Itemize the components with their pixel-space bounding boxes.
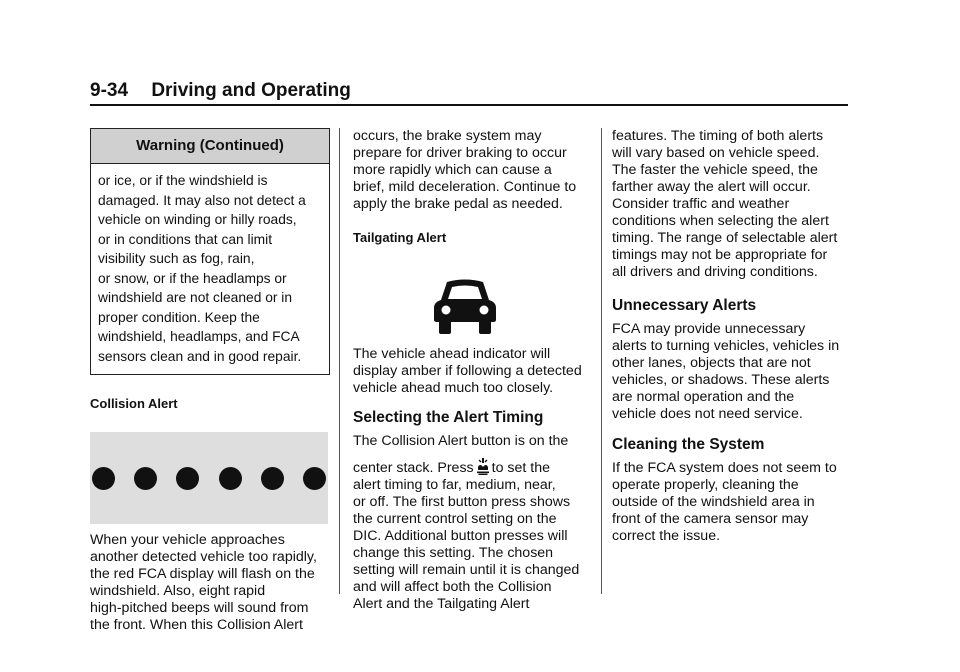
column-3 (612, 128, 857, 545)
body-line: vehicle ahead much too closely. (353, 380, 554, 396)
body-text: to set the (491, 460, 551, 476)
body-line: Consider traffic and weather (612, 196, 790, 212)
body-line: vehicles, or shadows. These alerts (612, 372, 830, 388)
body-line: The Collision Alert button is on the (353, 433, 569, 449)
body-line: The vehicle ahead indicator will (353, 346, 551, 362)
body-line: occurs, the brake system may (353, 128, 542, 144)
body-line: the red FCA display will flash on the (90, 566, 315, 582)
warning-line: or in conditions that can limit (98, 231, 273, 247)
column-divider-2 (601, 128, 602, 594)
body-line: and will affect both the Collision (353, 579, 552, 595)
column-divider-1 (339, 128, 340, 594)
body-line: DIC. Additional button presses will (353, 528, 568, 544)
body-line: alerts to turning vehicles, vehicles in (612, 338, 840, 354)
timing-continued-text (612, 128, 857, 281)
warning-line: or ice, or if the windshield is (98, 173, 268, 188)
collision-alert-text (90, 532, 330, 634)
body-text: center stack. Press (353, 460, 474, 476)
chapter-title: Driving and Operating (151, 80, 351, 101)
body-line: Alert and the Tailgating Alert (353, 596, 530, 612)
unnecessary-alerts-text (612, 321, 857, 423)
vehicle-ahead-icon (433, 276, 497, 336)
body-line: When your vehicle approaches (90, 532, 285, 548)
collision-alert-timing-icon (475, 457, 491, 475)
collision-alert-heading: Collision Alert (90, 396, 178, 411)
warning-line: proper condition. Keep the (98, 309, 260, 325)
body-line: FCA may provide unnecessary (612, 321, 806, 337)
body-line: change this setting. The chosen (353, 545, 554, 561)
warning-title: Warning (Continued) (91, 129, 329, 164)
body-line: other lanes, objects that are not (612, 355, 811, 371)
alert-light-dot (176, 467, 199, 490)
body-line: features. The timing of both alerts (612, 128, 824, 144)
alert-light-dot (134, 467, 157, 490)
unnecessary-alerts-heading: Unnecessary Alerts (612, 297, 757, 314)
body-line: more rapidly which can cause a (353, 162, 552, 178)
body-line: alert timing to far, medium, near, (353, 477, 556, 493)
column-2 (353, 128, 598, 613)
body-line: correct the issue. (612, 528, 721, 544)
vehicle-ahead-text (353, 346, 598, 397)
page-header (90, 80, 351, 102)
body-line: timing. The range of selectable alert (612, 230, 838, 246)
alert-light-dot (261, 467, 284, 490)
warning-line: vehicle on winding or hilly roads, (98, 212, 297, 227)
brake-text (353, 128, 598, 213)
tailgating-alert-heading: Tailgating Alert (353, 230, 447, 245)
body-line: farther away the alert will occur. (612, 179, 811, 195)
alert-timing-heading: Selecting the Alert Timing (353, 409, 544, 426)
body-line: high-pitched beeps will sound from (90, 600, 309, 616)
alert-light-dot (303, 467, 326, 490)
body-line: The faster the vehicle speed, the (612, 162, 818, 178)
alert-light-dot (219, 467, 242, 490)
body-line: timings may not be appropriate for (612, 247, 828, 263)
page-number: 9-34 (90, 80, 129, 101)
body-line: are normal operation and the (612, 389, 795, 405)
body-line: the front. When this Collision Alert (90, 617, 303, 633)
body-line: operate properly, cleaning the (612, 477, 799, 493)
body-line: vehicle does not need service. (612, 406, 803, 422)
header-rule (90, 104, 848, 106)
warning-body (91, 164, 329, 374)
body-line: outside of the windshield area in (612, 494, 815, 510)
column-1 (90, 128, 330, 634)
alert-timing-text (353, 433, 598, 613)
body-line: display amber if following a detected (353, 363, 582, 379)
cleaning-system-heading: Cleaning the System (612, 436, 765, 453)
body-line: or off. The first button press shows (353, 494, 571, 510)
body-line: prepare for driver braking to occur (353, 145, 567, 161)
warning-line: damaged. It may also not detect a (98, 192, 306, 208)
cleaning-system-text (612, 460, 857, 545)
body-line-with-icon (353, 457, 598, 477)
collision-alert-lights-icon (90, 432, 328, 524)
body-line: the current control setting on the (353, 511, 557, 527)
vehicle-ahead-figure (353, 246, 598, 346)
body-line: all drivers and driving conditions. (612, 264, 818, 280)
body-line: brief, mild deceleration. Continue to (353, 179, 577, 195)
body-line: another detected vehicle too rapidly, (90, 549, 317, 565)
body-line: conditions when selecting the alert (612, 213, 829, 229)
body-line: If the FCA system does not seem to (612, 460, 837, 476)
warning-line: windshield are not cleaned or in (98, 290, 293, 305)
body-line: setting will remain until it is changed (353, 562, 580, 578)
warning-box (90, 128, 330, 375)
warning-line: sensors clean and in good repair. (98, 348, 302, 364)
alert-light-dot (92, 467, 115, 490)
body-line: windshield. Also, eight rapid (90, 583, 266, 599)
body-line: apply the brake pedal as needed. (353, 196, 563, 212)
warning-line: visibility such as fog, rain, (98, 251, 255, 266)
warning-line: or snow, or if the headlamps or (98, 270, 287, 286)
body-line: front of the camera sensor may (612, 511, 809, 527)
warning-line: windshield, headlamps, and FCA (98, 329, 300, 344)
body-line: will vary based on vehicle speed. (612, 145, 820, 161)
